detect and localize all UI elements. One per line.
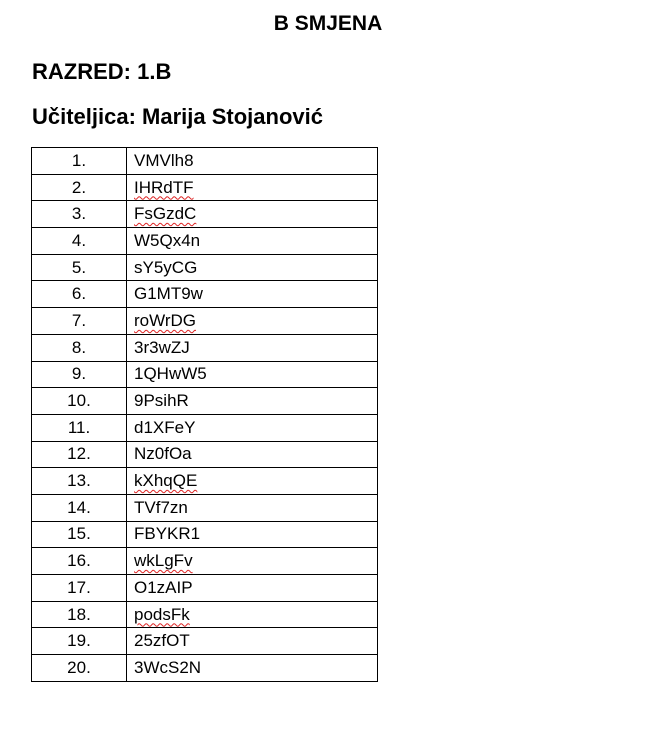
table-row (32, 254, 378, 281)
row-code: TVf7zn (127, 494, 378, 521)
row-number: 4. (32, 228, 127, 255)
row-code (127, 201, 378, 228)
table-row (32, 228, 378, 255)
row-code-text: FsGzdC (134, 204, 197, 224)
row-number: 2. (32, 174, 127, 201)
row-number: 12. (32, 441, 127, 468)
row-number: 6. (32, 281, 127, 308)
table-row (32, 441, 378, 468)
table-row (32, 281, 378, 308)
table-row (32, 174, 378, 201)
row-number: 11. (32, 414, 127, 441)
table-row (32, 361, 378, 388)
table-row (32, 308, 378, 335)
row-number: 18. (32, 601, 127, 628)
class-heading: RAZRED: 1.B (32, 59, 172, 84)
table-row (32, 148, 378, 175)
row-code (127, 174, 378, 201)
table-row (32, 494, 378, 521)
row-code-text: kXhqQE (134, 471, 198, 491)
teacher-heading: Učiteljica: Marija Stojanović (32, 104, 323, 129)
row-code: d1XFeY (127, 414, 378, 441)
row-code (127, 308, 378, 335)
table-row (32, 548, 378, 575)
row-number: 13. (32, 468, 127, 495)
table-row (32, 628, 378, 655)
page-title: B SMJENA (273, 12, 383, 35)
row-code: W5Qx4n (127, 228, 378, 255)
table-row (32, 521, 378, 548)
row-number: 19. (32, 628, 127, 655)
row-number: 17. (32, 575, 127, 602)
row-code-text: IHRdTF (134, 177, 194, 197)
row-code: 1QHwW5 (127, 361, 378, 388)
row-code: Nz0fOa (127, 441, 378, 468)
table-row (32, 388, 378, 415)
row-code: VMVlh8 (127, 148, 378, 175)
row-number: 9. (32, 361, 127, 388)
row-code (127, 601, 378, 628)
row-number: 14. (32, 494, 127, 521)
table-row (32, 201, 378, 228)
table-row (32, 414, 378, 441)
row-number: 8. (32, 334, 127, 361)
student-code-table (31, 147, 378, 682)
row-code-text: roWrDG (134, 310, 197, 330)
row-code: 3r3wZJ (127, 334, 378, 361)
row-number: 15. (32, 521, 127, 548)
table-row (32, 468, 378, 495)
table-row (32, 655, 378, 682)
row-code: O1zAIP (127, 575, 378, 602)
row-number: 10. (32, 388, 127, 415)
row-code: FBYKR1 (127, 521, 378, 548)
row-code: 25zfOT (127, 628, 378, 655)
row-code: sY5yCG (127, 254, 378, 281)
table-row (32, 334, 378, 361)
row-number: 16. (32, 548, 127, 575)
row-code: 3WcS2N (127, 655, 378, 682)
row-code (127, 548, 378, 575)
row-number: 1. (32, 148, 127, 175)
table-row (32, 601, 378, 628)
row-number: 7. (32, 308, 127, 335)
row-code: 9PsihR (127, 388, 378, 415)
row-code-text: podsFk (134, 604, 190, 624)
row-code (127, 468, 378, 495)
row-code-text: wkLgFv (134, 551, 193, 571)
row-code: G1MT9w (127, 281, 378, 308)
row-number: 5. (32, 254, 127, 281)
row-number: 3. (32, 201, 127, 228)
table-row (32, 575, 378, 602)
row-number: 20. (32, 655, 127, 682)
